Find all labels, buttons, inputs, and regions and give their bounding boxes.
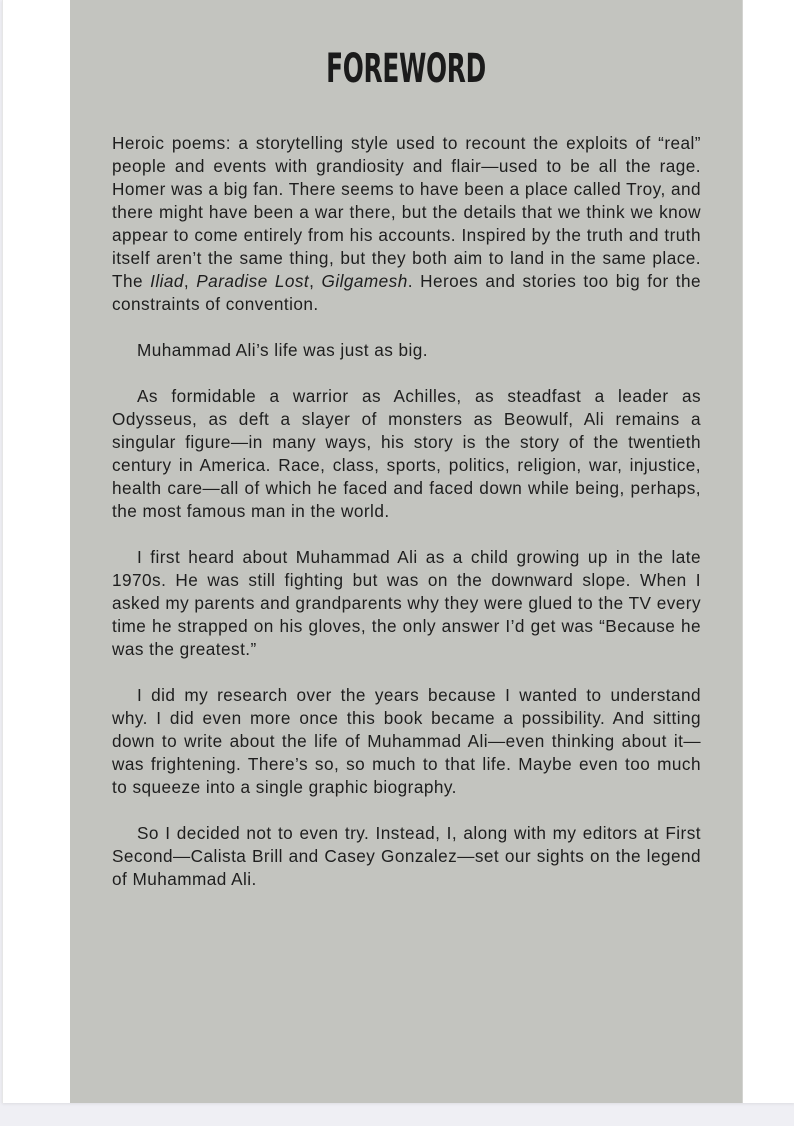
paragraph-text: . Heroes and stories too big for the constraints of convention. [112,271,702,314]
paragraph-3: As formidable a warrior as Achilles, as steadfast a leader as Odysseus, as deft a slayer of monsters as Beowulf, Ali remains a singular figure—in many ways, his story is the story of the twentieth century in America. Race, class, sports, politics, religion, war, injustice, health care—all of which he faced and faced down while being, perhaps, the most famous man in the world. [112,386,701,521]
paragraph-text: Heroic poems: a storytelling style used to recount the exploits of “real” people and events with grandiosity and flair—used to be all the rage. Homer was a big fan. There seems to have been a place called Troy, and there might have been a war there, but the details that we think we know appear to come entirely from his accounts. Inspired by the truth and truth itself aren’t the same thing, but they both aim to land in the same place. The [112,133,701,291]
paragraph-1 [112,132,701,316]
book-title-paradise-lost: Paradise Lost [196,271,310,291]
foreword-body [112,132,701,914]
separator: , [183,271,197,291]
paragraph-6: So I decided not to even try. Instead, I, along with my editors at First Second—Calista Brill and Casey Gonzalez—set our sights on the legend of Muhammad Ali. [112,823,701,889]
separator: , [309,271,322,291]
book-title-gilgamesh: Gilgamesh [321,271,408,291]
paragraph-5: I did my research over the years because I wanted to understand why. I did even more once this book became a possibility. And sitting down to write about the life of Muhammad Ali—even thinking about it—was frightening. There’s so, so much to that life. Maybe even too much to squeeze into a single graphic biography. [112,685,701,797]
paragraph-2: Muhammad Ali’s life was just as big. [137,340,428,360]
book-title-iliad: Iliad [150,271,184,291]
book-page [70,0,743,1103]
page-title: FOREWORD [326,46,486,92]
paragraph-4: I first heard about Muhammad Ali as a child growing up in the late 1970s. He was still fighting but was on the downward slope. When I asked my parents and grandparents why they were glued to the TV every time he strapped on his gloves, the only answer I’d get was “Because he was the greatest.” [112,547,701,659]
document-viewer[interactable] [2,0,794,1103]
